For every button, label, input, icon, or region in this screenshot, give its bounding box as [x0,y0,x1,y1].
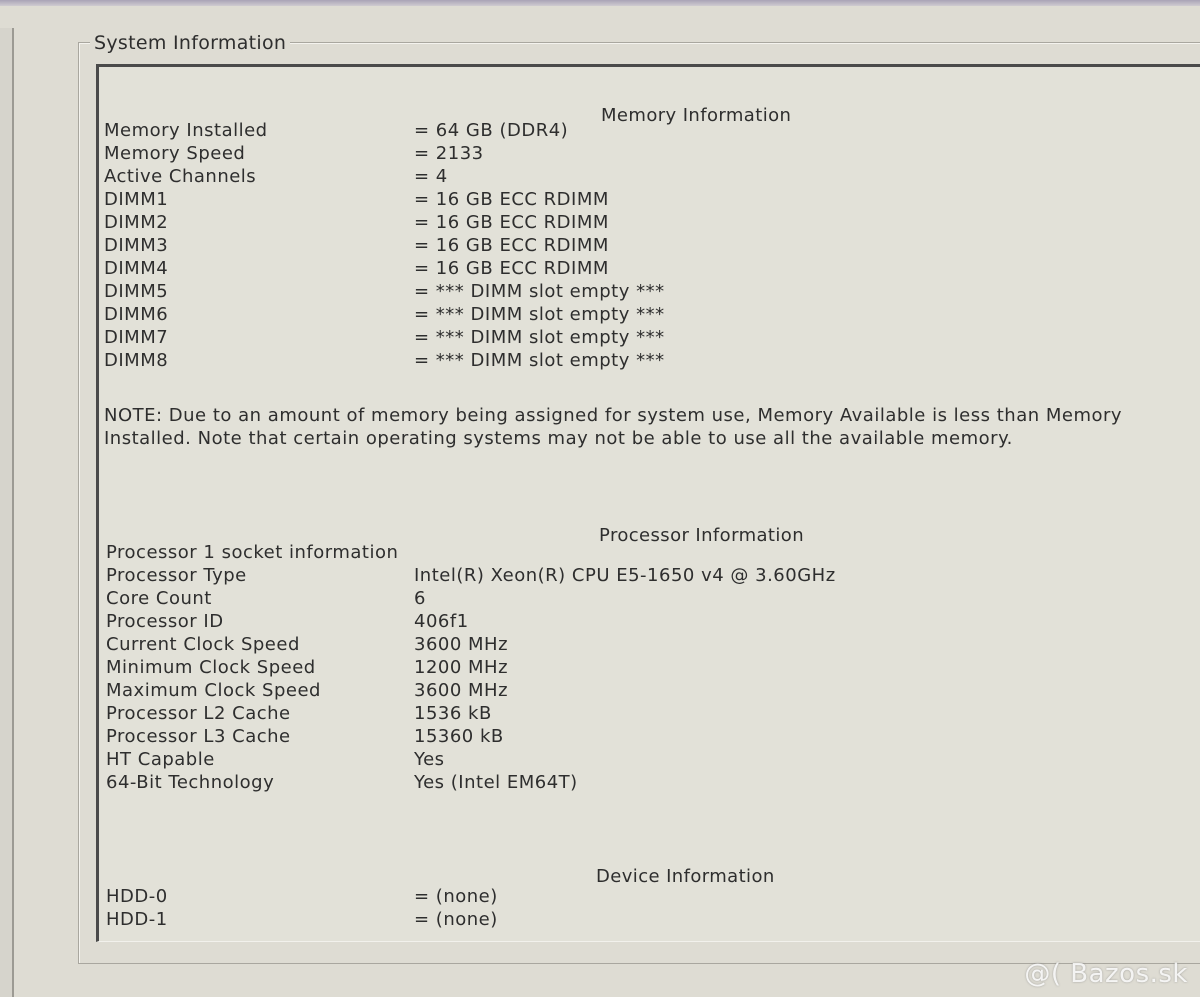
processor-row [106,703,1006,726]
memory-row-label: DIMM8 [104,350,169,371]
memory-row [104,143,1004,166]
memory-row-label: Memory Speed [104,143,246,164]
memory-row [104,235,1004,258]
processor-row-label: Core Count [106,588,212,609]
processor-row-value: 1200 MHz [414,657,509,678]
memory-row-value: = *** DIMM slot empty *** [414,281,665,302]
device-row [106,909,1006,932]
memory-row [104,258,1004,281]
processor-row-value: 3600 MHz [414,634,509,655]
processor-row [106,657,1006,680]
memory-row [104,212,1004,235]
memory-row [104,189,1004,212]
memory-row [104,281,1004,304]
memory-row-value: = *** DIMM slot empty *** [414,327,665,348]
memory-information-heading: Memory Information [601,105,792,126]
memory-row-label: DIMM6 [104,304,169,325]
memory-row [104,120,1004,143]
processor-row-label: Minimum Clock Speed [106,657,316,678]
memory-row-value: = *** DIMM slot empty *** [414,304,665,325]
processor-row-value: 3600 MHz [414,680,509,701]
processor-row [106,680,1006,703]
memory-row [104,304,1004,327]
memory-row-label: DIMM7 [104,327,169,348]
processor-row-value: Intel(R) Xeon(R) CPU E5-1650 v4 @ 3.60GHz [414,565,836,586]
device-row [106,886,1006,909]
memory-row-label: DIMM3 [104,235,169,256]
memory-row [104,166,1004,189]
processor-row-label: Processor L2 Cache [106,703,291,724]
memory-row-label: Active Channels [104,166,257,187]
processor-row-value: 6 [414,588,426,609]
memory-row-value: = 4 [414,166,448,187]
memory-row-label: DIMM4 [104,258,169,279]
memory-row [104,327,1004,350]
processor-row-label: Current Clock Speed [106,634,300,655]
processor-socket-label [106,542,1006,565]
memory-note: NOTE: Due to an amount of memory being assigned for system use, Memory Available is less than Memory Installed. Note that certain operating systems may not be able to use all the available memory. [104,405,1123,449]
device-information-heading: Device Information [596,866,775,887]
processor-row-label: Processor L3 Cache [106,726,291,747]
window-top-edge [0,0,1200,6]
left-menu-panel-edge [0,28,14,997]
memory-row-value: = 2133 [414,143,484,164]
processor-row [106,726,1006,749]
memory-row [104,350,1004,373]
processor-row-label: 64-Bit Technology [106,772,275,793]
groupbox-title: System Information [90,32,290,54]
processor-row [106,565,1006,588]
memory-row-value: = 16 GB ECC RDIMM [414,258,609,279]
processor-row-label: Processor ID [106,611,224,632]
watermark-logo: @( Bazos.sk [1024,959,1188,989]
processor-row-value: 15360 kB [414,726,504,747]
processor-row-value: 406f1 [414,611,469,632]
processor-row-value: Yes [414,749,445,770]
processor-information-heading: Processor Information [599,525,805,546]
processor-row-label: HT Capable [106,749,215,770]
processor-socket-label-text: Processor 1 socket information [106,542,399,563]
memory-row-value: = 64 GB (DDR4) [414,120,569,141]
device-row-label: HDD-1 [106,909,168,930]
processor-row-label: Maximum Clock Speed [106,680,321,701]
device-row-value: = (none) [414,909,498,930]
processor-row-label: Processor Type [106,565,247,586]
device-row-value: = (none) [414,886,498,907]
processor-row [106,634,1006,657]
processor-row [106,772,1006,795]
processor-row [106,749,1006,772]
processor-row [106,588,1006,611]
memory-row-value: = 16 GB ECC RDIMM [414,212,609,233]
processor-row [106,611,1006,634]
memory-row-value: = *** DIMM slot empty *** [414,350,665,371]
memory-row-label: Memory Installed [104,120,268,141]
device-row-label: HDD-0 [106,886,168,907]
memory-row-value: = 16 GB ECC RDIMM [414,189,609,210]
memory-row-label: DIMM5 [104,281,169,302]
processor-row-value: Yes (Intel EM64T) [414,772,578,793]
memory-row-label: DIMM2 [104,212,169,233]
memory-row-label: DIMM1 [104,189,169,210]
processor-row-value: 1536 kB [414,703,492,724]
memory-row-value: = 16 GB ECC RDIMM [414,235,609,256]
